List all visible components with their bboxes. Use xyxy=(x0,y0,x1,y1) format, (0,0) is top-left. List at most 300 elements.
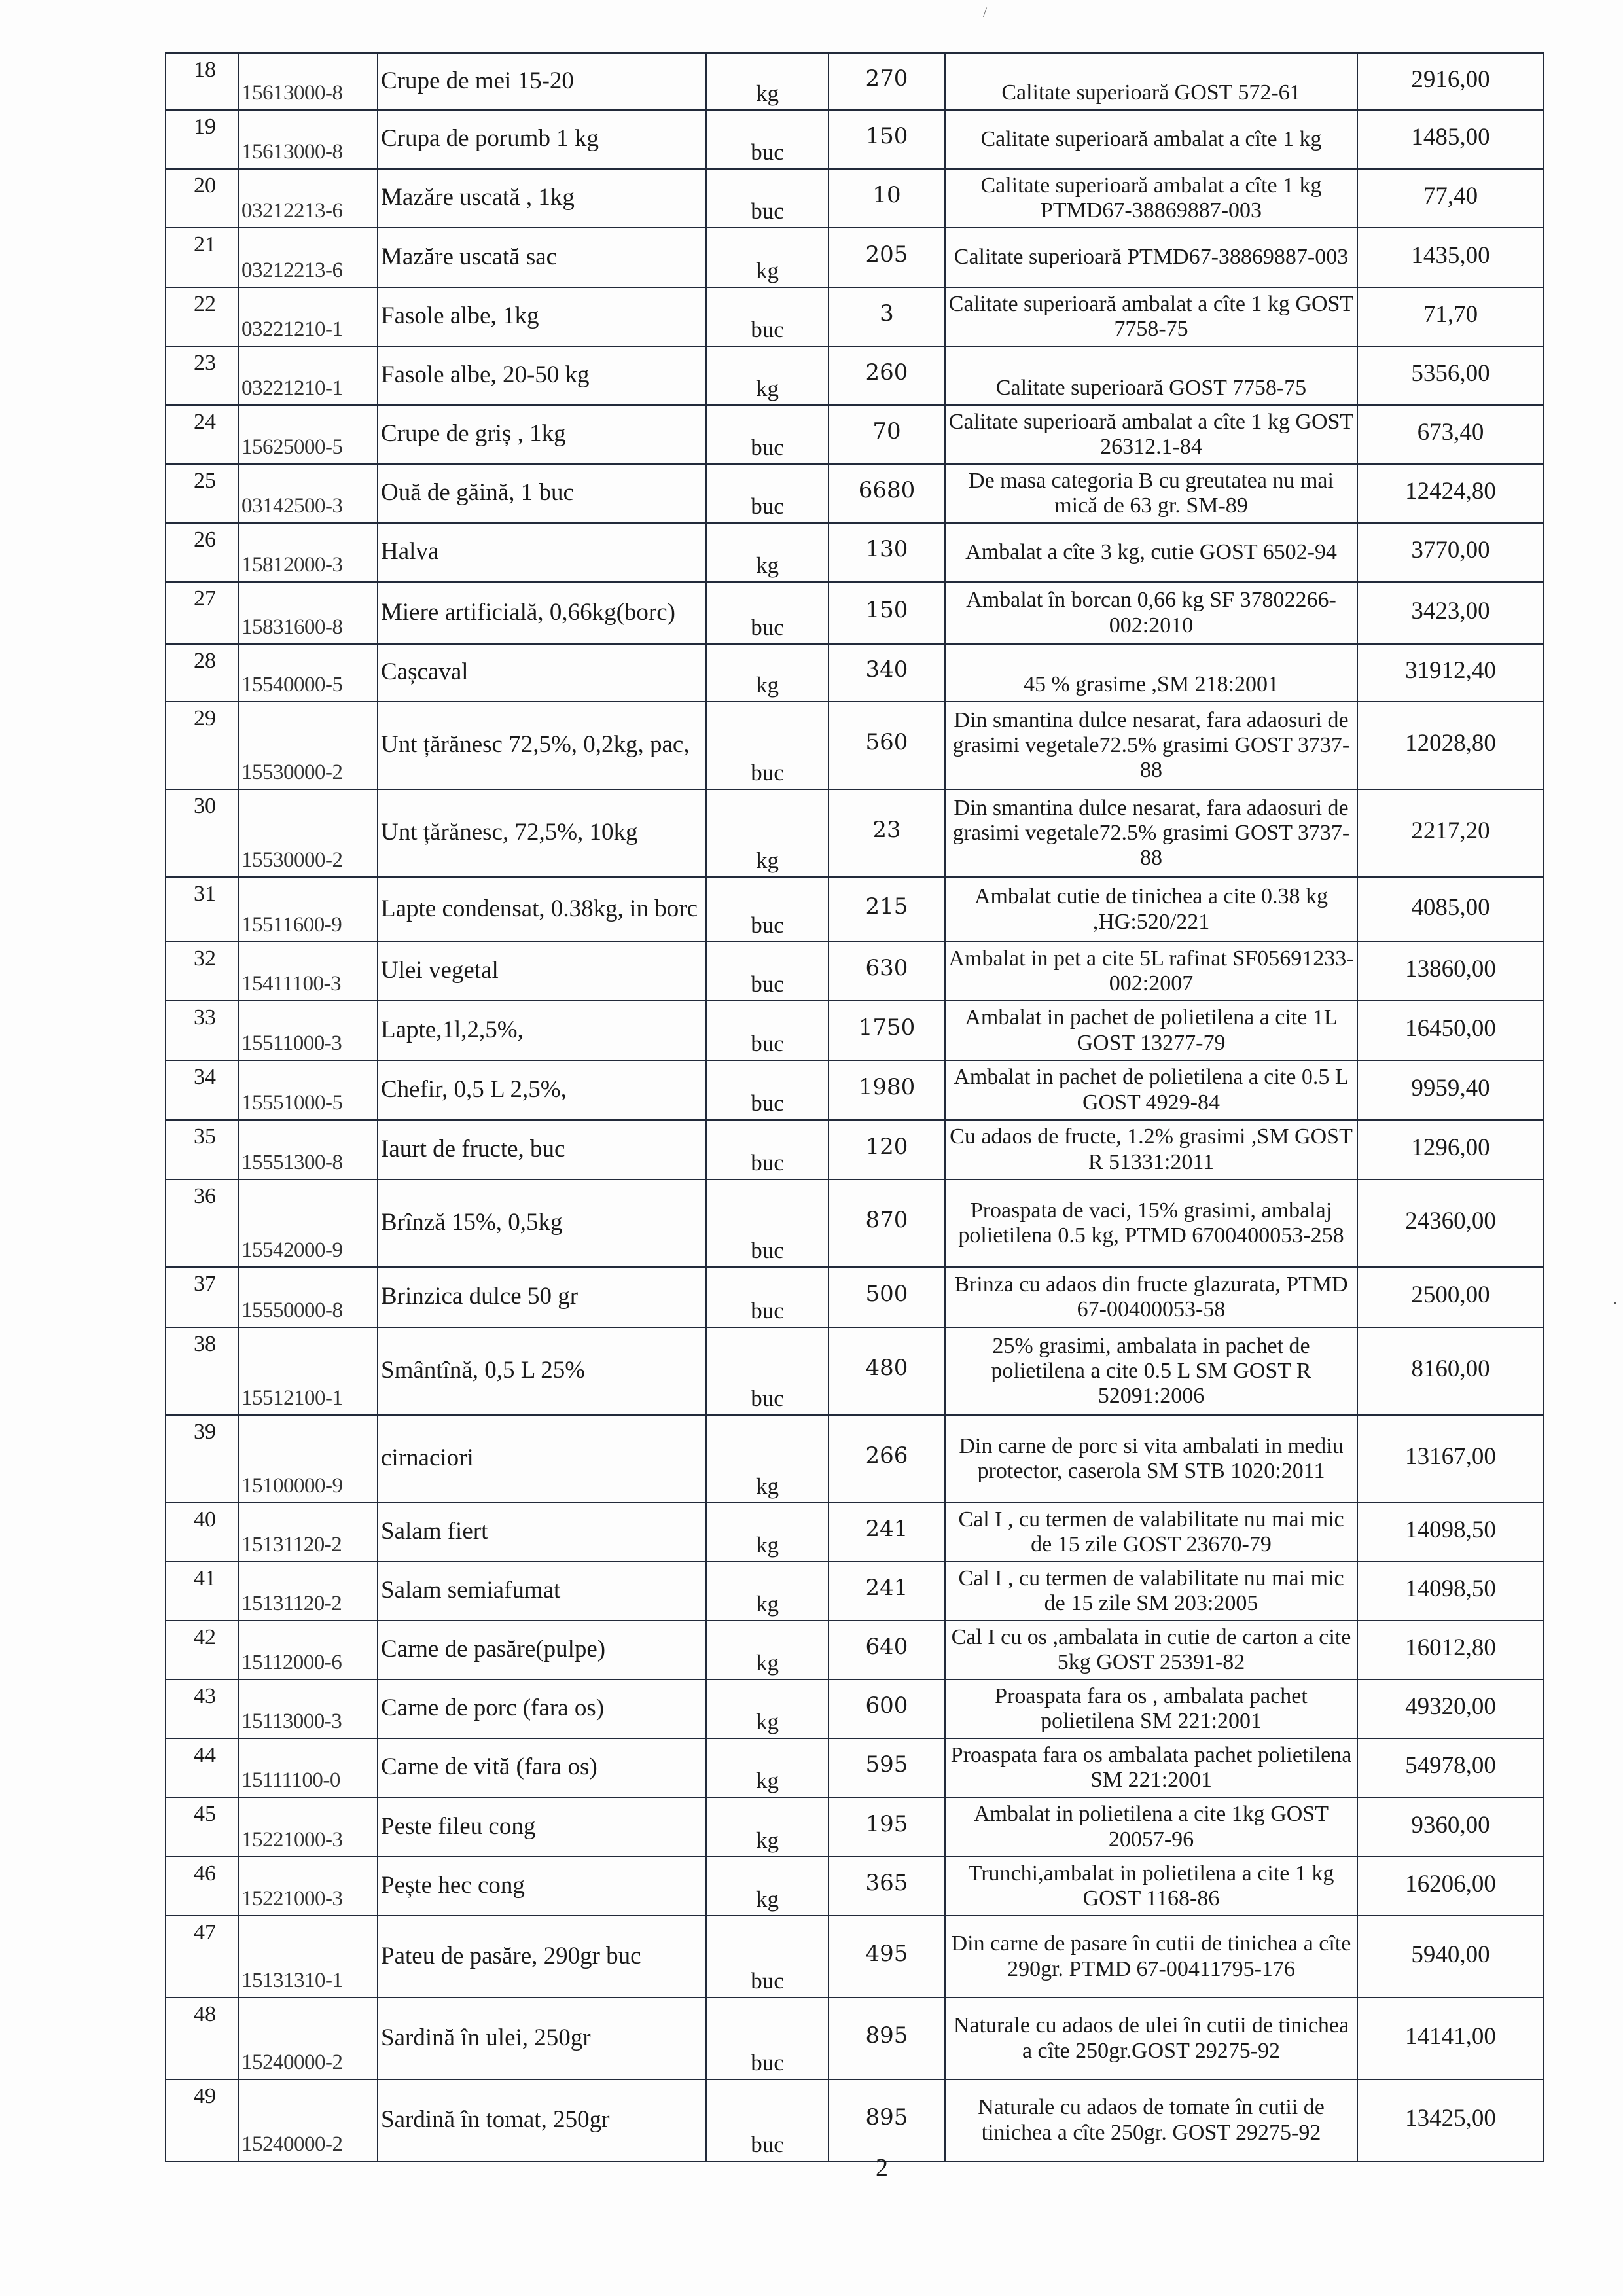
quantity: 10 xyxy=(872,182,901,209)
table-row xyxy=(166,1562,1544,1621)
cell-product-name xyxy=(378,1503,706,1562)
product-name: Crupa de porumb 1 kg xyxy=(381,124,599,152)
cell-sum xyxy=(1357,287,1544,346)
sum-value: 4085,00 xyxy=(1411,893,1490,921)
cell-quantity xyxy=(829,110,945,169)
specification: Calitate superioară ambalat a cîte 1 kg GOST 7758-75 xyxy=(948,291,1354,341)
product-name: Miere artificială, 0,66kg(borc) xyxy=(381,598,675,626)
cell-product-name xyxy=(378,464,706,523)
cell-unit xyxy=(706,1797,829,1857)
cell-cpv-code xyxy=(238,582,378,644)
product-name: Ulei vegetal xyxy=(381,956,499,984)
table-row xyxy=(166,1120,1544,1179)
cell-nr xyxy=(166,346,238,405)
cell-cpv-code xyxy=(238,1060,378,1120)
product-name: Lapte condensat, 0.38kg, in borc xyxy=(381,895,698,922)
table-row xyxy=(166,1738,1544,1797)
cell-product-name xyxy=(378,405,706,464)
cell-specification xyxy=(945,53,1357,110)
cell-product-name xyxy=(378,1916,706,1998)
cpv-code: 03142500-3 xyxy=(241,494,343,518)
cell-sum xyxy=(1357,1503,1544,1562)
cell-unit xyxy=(706,1916,829,1998)
specification: Brinza cu adaos din fructe glazurata, PTMD 67-00400053-58 xyxy=(954,1272,1348,1321)
unit-of-measure: kg xyxy=(756,672,779,698)
product-name: Halva xyxy=(381,537,439,565)
table-row xyxy=(166,464,1544,523)
specification: Calitate superioară ambalat a cîte 1 kg PTMD67-38869887-003 xyxy=(980,173,1322,223)
quantity: 600 xyxy=(865,1693,908,1719)
cell-unit xyxy=(706,464,829,523)
cell-quantity xyxy=(829,1120,945,1179)
cpv-code: 15812000-3 xyxy=(241,553,343,577)
cell-product-name xyxy=(378,110,706,169)
table-row xyxy=(166,789,1544,877)
cpv-code: 15113000-3 xyxy=(241,1710,342,1733)
sum-value: 16450,00 xyxy=(1405,1014,1496,1042)
unit-of-measure: kg xyxy=(756,1650,779,1676)
cell-unit xyxy=(706,1327,829,1415)
specification: 45 % grasime ,SM 218:2001 xyxy=(1023,672,1279,696)
row-number: 26 xyxy=(194,528,216,552)
unit-of-measure: buc xyxy=(751,198,784,224)
sum-value: 77,40 xyxy=(1423,183,1478,210)
cell-sum xyxy=(1357,1179,1544,1267)
cell-cpv-code xyxy=(238,1916,378,1998)
cell-quantity xyxy=(829,1503,945,1562)
cell-quantity xyxy=(829,53,945,110)
unit-of-measure: buc xyxy=(751,317,784,342)
products-table xyxy=(165,52,1544,2162)
unit-of-measure: kg xyxy=(756,1886,779,1912)
cell-specification xyxy=(945,582,1357,644)
table-row xyxy=(166,1001,1544,1060)
quantity: 1980 xyxy=(858,1073,916,1100)
cell-quantity xyxy=(829,877,945,942)
cell-product-name xyxy=(378,1415,706,1503)
specification: Proaspata fara os ambalata pachet polietilena SM 221:2001 xyxy=(950,1742,1352,1792)
cell-unit xyxy=(706,1267,829,1327)
row-number: 41 xyxy=(194,1566,216,1590)
table-row xyxy=(166,644,1544,702)
cpv-code: 15240000-2 xyxy=(241,2051,343,2074)
cell-cpv-code xyxy=(238,1738,378,1797)
row-number: 30 xyxy=(194,794,216,818)
cell-unit xyxy=(706,2079,829,2161)
cell-cpv-code xyxy=(238,464,378,523)
quantity: 205 xyxy=(865,241,908,268)
sum-value: 12028,80 xyxy=(1405,730,1496,757)
row-number: 38 xyxy=(194,1332,216,1356)
quantity: 895 xyxy=(865,2104,908,2130)
cell-cpv-code xyxy=(238,405,378,464)
cell-quantity xyxy=(829,1001,945,1060)
cell-sum xyxy=(1357,1621,1544,1679)
row-number: 42 xyxy=(194,1625,216,1649)
product-name: Sardină în tomat, 250gr xyxy=(381,2106,610,2133)
cell-cpv-code xyxy=(238,1503,378,1562)
specification: Calitate superioară GOST 7758-75 xyxy=(995,375,1307,400)
row-number: 32 xyxy=(194,946,216,971)
cell-unit xyxy=(706,1415,829,1503)
cell-specification xyxy=(945,1327,1357,1415)
page-number: 2 xyxy=(876,2154,888,2181)
row-number: 21 xyxy=(194,232,216,257)
cell-quantity xyxy=(829,1998,945,2079)
row-number: 43 xyxy=(194,1684,216,1708)
cell-quantity xyxy=(829,228,945,287)
row-number: 44 xyxy=(194,1743,216,1767)
cell-cpv-code xyxy=(238,1327,378,1415)
cell-sum xyxy=(1357,1738,1544,1797)
sum-value: 2916,00 xyxy=(1411,65,1490,93)
cell-cpv-code xyxy=(238,942,378,1001)
quantity: 365 xyxy=(865,1870,908,1897)
specification: Cal I , cu termen de valabilitate nu mai mic de 15 zile GOST 23670-79 xyxy=(958,1507,1344,1556)
cell-cpv-code xyxy=(238,1857,378,1916)
unit-of-measure: buc xyxy=(751,139,784,165)
quantity: 215 xyxy=(865,893,908,920)
unit-of-measure: buc xyxy=(751,493,784,519)
specification: Cu adaos de fructe, 1.2% grasimi ,SM GOST R 51331:2011 xyxy=(950,1124,1353,1174)
cell-sum xyxy=(1357,169,1544,228)
product-name: Mazăre uscată , 1kg xyxy=(381,183,575,211)
cell-nr xyxy=(166,2079,238,2161)
cell-unit xyxy=(706,1998,829,2079)
product-name: cirnaciori xyxy=(381,1444,474,1471)
cell-nr xyxy=(166,53,238,110)
cell-nr xyxy=(166,1120,238,1179)
cell-cpv-code xyxy=(238,110,378,169)
top-pen-mark: / xyxy=(983,4,988,20)
cell-product-name xyxy=(378,644,706,702)
specification: Din carne de porc si vita ambalati in mediu protector, caserola SM STB 1020:2011 xyxy=(959,1433,1344,1483)
cell-cpv-code xyxy=(238,1797,378,1857)
cell-sum xyxy=(1357,464,1544,523)
product-name: Carne de vită (fara os) xyxy=(381,1753,597,1780)
cell-quantity xyxy=(829,464,945,523)
cell-nr xyxy=(166,110,238,169)
row-number: 47 xyxy=(194,1920,216,1945)
cell-product-name xyxy=(378,1797,706,1857)
cell-sum xyxy=(1357,1415,1544,1503)
cell-nr xyxy=(166,1738,238,1797)
sum-value: 16012,80 xyxy=(1405,1634,1496,1662)
sum-value: 9959,40 xyxy=(1411,1074,1490,1102)
unit-of-measure: kg xyxy=(756,1591,779,1617)
row-number: 34 xyxy=(194,1065,216,1089)
cell-quantity xyxy=(829,1857,945,1916)
scan-speck xyxy=(1614,1302,1616,1304)
cell-cpv-code xyxy=(238,702,378,789)
row-number: 23 xyxy=(194,351,216,375)
cell-unit xyxy=(706,1120,829,1179)
unit-of-measure: buc xyxy=(751,1150,784,1175)
cell-nr xyxy=(166,169,238,228)
specification: Calitate superioară ambalat a cîte 1 kg GOST 26312.1-84 xyxy=(948,409,1354,459)
quantity: 870 xyxy=(865,1207,908,1234)
cpv-code: 15550000-8 xyxy=(241,1299,343,1322)
specification: Proaspata fara os , ambalata pachet polietilena SM 221:2001 xyxy=(995,1683,1308,1733)
cpv-code: 15551000-5 xyxy=(241,1091,343,1115)
cell-sum xyxy=(1357,228,1544,287)
cpv-code: 15240000-2 xyxy=(241,2132,343,2156)
cell-cpv-code xyxy=(238,1998,378,2079)
cell-unit xyxy=(706,1179,829,1267)
sum-value: 13167,00 xyxy=(1405,1443,1496,1471)
quantity: 630 xyxy=(865,955,908,982)
quantity: 130 xyxy=(865,536,908,563)
cell-specification xyxy=(945,1120,1357,1179)
cell-sum xyxy=(1357,1120,1544,1179)
table-row xyxy=(166,110,1544,169)
cell-product-name xyxy=(378,523,706,582)
cell-cpv-code xyxy=(238,523,378,582)
cpv-code: 15831600-8 xyxy=(241,615,343,639)
cpv-code: 15613000-8 xyxy=(241,81,343,105)
unit-of-measure: kg xyxy=(756,258,779,283)
specification: De masa categoria B cu greutatea nu mai mică de 63 gr. SM-89 xyxy=(969,468,1334,518)
product-name: Mazăre uscată sac xyxy=(381,243,558,270)
cell-cpv-code xyxy=(238,1679,378,1738)
table-row xyxy=(166,1415,1544,1503)
cell-cpv-code xyxy=(238,789,378,877)
quantity: 6680 xyxy=(858,477,916,504)
sum-value: 24360,00 xyxy=(1405,1208,1496,1235)
quantity: 340 xyxy=(865,656,908,683)
cell-unit xyxy=(706,53,829,110)
table-row xyxy=(166,1503,1544,1562)
cell-unit xyxy=(706,110,829,169)
cell-nr xyxy=(166,1797,238,1857)
cell-product-name xyxy=(378,1327,706,1415)
cell-sum xyxy=(1357,110,1544,169)
cell-quantity xyxy=(829,169,945,228)
quantity: 495 xyxy=(865,1940,908,1967)
cell-product-name xyxy=(378,1562,706,1621)
specification: Ambalat a cîte 3 kg, cutie GOST 6502-94 xyxy=(965,539,1337,564)
quantity: 500 xyxy=(865,1281,908,1308)
product-name: Peste fileu cong xyxy=(381,1812,536,1840)
cell-quantity xyxy=(829,1797,945,1857)
cell-specification xyxy=(945,1179,1357,1267)
cell-sum xyxy=(1357,582,1544,644)
cell-specification xyxy=(945,789,1357,877)
quantity: 150 xyxy=(865,123,908,150)
cell-nr xyxy=(166,228,238,287)
row-number: 45 xyxy=(194,1802,216,1826)
cell-specification xyxy=(945,942,1357,1001)
cell-unit xyxy=(706,228,829,287)
cell-sum xyxy=(1357,1267,1544,1327)
specification: Calitate superioară PTMD67-38869887-003 xyxy=(954,245,1349,270)
cell-nr xyxy=(166,1415,238,1503)
cell-cpv-code xyxy=(238,2079,378,2161)
table-row xyxy=(166,1998,1544,2079)
sum-value: 14098,50 xyxy=(1405,1516,1496,1544)
specification: Din smantina dulce nesarat, fara adaosuri de grasimi vegetale72.5% grasimi GOST 3737-88 xyxy=(952,708,1350,783)
cell-nr xyxy=(166,1327,238,1415)
cell-cpv-code xyxy=(238,1001,378,1060)
quantity: 560 xyxy=(865,729,908,756)
cell-product-name xyxy=(378,1267,706,1327)
specification: Calitate superioară ambalat a cîte 1 kg xyxy=(980,126,1322,151)
cell-nr xyxy=(166,1179,238,1267)
quantity: 195 xyxy=(865,1810,908,1837)
sum-value: 16206,00 xyxy=(1405,1871,1496,1898)
cell-product-name xyxy=(378,877,706,942)
unit-of-measure: buc xyxy=(751,971,784,997)
sum-value: 54978,00 xyxy=(1405,1752,1496,1780)
row-number: 36 xyxy=(194,1184,216,1208)
cell-product-name xyxy=(378,169,706,228)
row-number: 48 xyxy=(194,2002,216,2026)
cell-quantity xyxy=(829,523,945,582)
product-name: Crupe de mei 15-20 xyxy=(381,67,574,94)
cell-sum xyxy=(1357,1327,1544,1415)
cell-product-name xyxy=(378,1179,706,1267)
product-name: Unt țărănesc, 72,5%, 10kg xyxy=(381,818,638,846)
specification: Ambalat in pet a cite 5L rafinat SF05691233-002:2007 xyxy=(948,946,1354,996)
cell-cpv-code xyxy=(238,1621,378,1679)
quantity: 70 xyxy=(872,418,901,445)
cell-product-name xyxy=(378,1001,706,1060)
cell-cpv-code xyxy=(238,644,378,702)
table-row xyxy=(166,1797,1544,1857)
cell-sum xyxy=(1357,53,1544,110)
quantity: 260 xyxy=(865,359,908,386)
cell-nr xyxy=(166,1267,238,1327)
cell-nr xyxy=(166,1679,238,1738)
table-row xyxy=(166,1679,1544,1738)
cell-specification xyxy=(945,1267,1357,1327)
cell-product-name xyxy=(378,2079,706,2161)
cell-nr xyxy=(166,1998,238,2079)
cell-quantity xyxy=(829,1738,945,1797)
cell-sum xyxy=(1357,346,1544,405)
cell-quantity xyxy=(829,702,945,789)
product-name: Ouă de găină, 1 buc xyxy=(381,478,574,506)
unit-of-measure: kg xyxy=(756,1768,779,1793)
sum-value: 3423,00 xyxy=(1411,597,1490,624)
cpv-code: 15131120-2 xyxy=(241,1592,342,1615)
cell-product-name xyxy=(378,346,706,405)
row-number: 49 xyxy=(194,2084,216,2108)
row-number: 27 xyxy=(194,586,216,611)
cpv-code: 15511000-3 xyxy=(241,1031,342,1055)
sum-value: 5940,00 xyxy=(1411,1941,1490,1968)
cell-product-name xyxy=(378,582,706,644)
sum-value: 14098,50 xyxy=(1405,1575,1496,1603)
specification: Ambalat in pachet de polietilena a cite 1L GOST 13277-79 xyxy=(965,1005,1338,1055)
cell-cpv-code xyxy=(238,228,378,287)
table-row xyxy=(166,346,1544,405)
specification: Naturale cu adaos de ulei în cutii de tinichea a cîte 250gr.GOST 29275-92 xyxy=(953,2013,1349,2063)
cell-specification xyxy=(945,169,1357,228)
cpv-code: 15530000-2 xyxy=(241,761,343,784)
cpv-code: 15613000-8 xyxy=(241,140,343,164)
row-number: 35 xyxy=(194,1124,216,1149)
cell-sum xyxy=(1357,1916,1544,1998)
cell-cpv-code xyxy=(238,346,378,405)
cell-nr xyxy=(166,1916,238,1998)
product-name: Sardină în ulei, 250gr xyxy=(381,2024,591,2051)
cpv-code: 15131310-1 xyxy=(241,1969,343,1992)
cell-unit xyxy=(706,346,829,405)
cell-quantity xyxy=(829,2079,945,2161)
sum-value: 3770,00 xyxy=(1411,537,1490,564)
cell-specification xyxy=(945,1060,1357,1120)
row-number: 39 xyxy=(194,1420,216,1444)
cell-quantity xyxy=(829,287,945,346)
row-number: 24 xyxy=(194,410,216,434)
cpv-code: 15111100-0 xyxy=(241,1768,340,1792)
sum-value: 14141,00 xyxy=(1405,2022,1496,2050)
row-number: 37 xyxy=(194,1272,216,1296)
row-number: 46 xyxy=(194,1861,216,1886)
cpv-code: 15542000-9 xyxy=(241,1238,343,1262)
cell-cpv-code xyxy=(238,1562,378,1621)
unit-of-measure: buc xyxy=(751,760,784,785)
product-name: Brînză 15%, 0,5kg xyxy=(381,1208,563,1236)
cell-specification xyxy=(945,1415,1357,1503)
cell-sum xyxy=(1357,2079,1544,2161)
cell-cpv-code xyxy=(238,1415,378,1503)
cell-unit xyxy=(706,942,829,1001)
unit-of-measure: kg xyxy=(756,848,779,873)
product-name: Unt țărănesc 72,5%, 0,2kg, pac, xyxy=(381,730,690,758)
sum-value: 49320,00 xyxy=(1405,1693,1496,1721)
cell-quantity xyxy=(829,1679,945,1738)
cell-cpv-code xyxy=(238,1267,378,1327)
sum-value: 13860,00 xyxy=(1405,956,1496,983)
cell-nr xyxy=(166,1503,238,1562)
cell-unit xyxy=(706,1738,829,1797)
specification: Cal I cu os ,ambalata in cutie de carton a cite 5kg GOST 25391-82 xyxy=(951,1624,1351,1674)
cell-unit xyxy=(706,169,829,228)
unit-of-measure: buc xyxy=(751,435,784,460)
product-name: Pateu de pasăre, 290gr buc xyxy=(381,1942,641,1969)
cell-quantity xyxy=(829,644,945,702)
unit-of-measure: kg xyxy=(756,376,779,401)
cell-specification xyxy=(945,1857,1357,1916)
cpv-code: 15100000-9 xyxy=(241,1474,343,1498)
unit-of-measure: buc xyxy=(751,912,784,938)
cell-specification xyxy=(945,464,1357,523)
unit-of-measure: kg xyxy=(756,1532,779,1558)
product-name: Smântînă, 0,5 L 25% xyxy=(381,1356,586,1384)
unit-of-measure: buc xyxy=(751,2050,784,2075)
cell-specification xyxy=(945,523,1357,582)
unit-of-measure: buc xyxy=(751,615,784,640)
cell-product-name xyxy=(378,1060,706,1120)
cell-unit xyxy=(706,1679,829,1738)
product-name: Brinzica dulce 50 gr xyxy=(381,1282,579,1310)
cell-product-name xyxy=(378,789,706,877)
cell-quantity xyxy=(829,1327,945,1415)
cell-product-name xyxy=(378,1738,706,1797)
cell-product-name xyxy=(378,228,706,287)
cell-nr xyxy=(166,1621,238,1679)
cell-specification xyxy=(945,1916,1357,1998)
cell-sum xyxy=(1357,1001,1544,1060)
quantity: 120 xyxy=(865,1133,908,1160)
quantity: 895 xyxy=(865,2022,908,2049)
cell-quantity xyxy=(829,789,945,877)
row-number: 33 xyxy=(194,1005,216,1030)
sum-value: 9360,00 xyxy=(1411,1811,1490,1839)
unit-of-measure: kg xyxy=(756,81,779,106)
